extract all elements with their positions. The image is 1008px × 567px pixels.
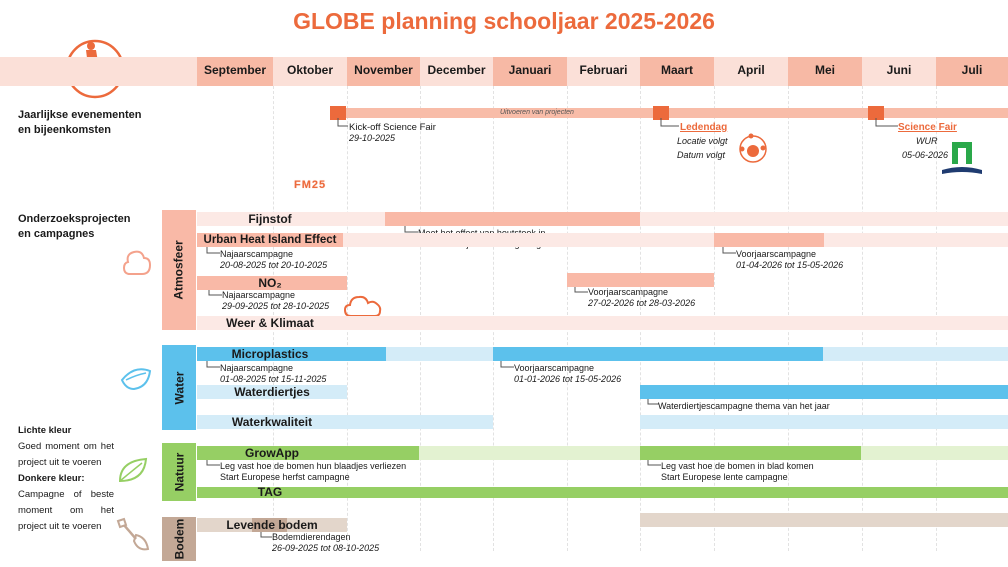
month-september: September — [197, 57, 273, 86]
section-projects-label: Onderzoeksprojecten en campagnes — [18, 213, 131, 240]
page-title: GLOBE planning schooljaar 2025-2026 — [293, 8, 715, 34]
fm-logo-text: FM25 — [294, 179, 327, 191]
growapp-title: GrowApp — [245, 446, 299, 460]
waterdiertjes-title: Waterdiertjes — [234, 385, 310, 399]
month-november: November — [347, 57, 420, 86]
month-mei: Mei — [788, 57, 862, 86]
header-spacer — [0, 57, 197, 86]
category-water-label: Water — [172, 371, 186, 404]
kickoff-title: Kick-off Science Fair — [349, 122, 436, 133]
uhi-voorjaar-label: Voorjaarscampagne — [736, 249, 817, 259]
ledendag-link[interactable]: Ledendag — [680, 122, 728, 133]
month-december: December — [420, 57, 493, 86]
category-natuur — [162, 443, 196, 501]
sciencefair-connector — [874, 118, 900, 130]
uhi-voorjaar-bar — [714, 233, 824, 247]
micro-najaar-label: Najaarscampagne — [220, 363, 294, 373]
bodem-dates: 26-09-2025 tot 08-10-2025 — [272, 543, 380, 553]
waterdiertjes-dark-bar — [640, 385, 1008, 399]
shovel-soil-icon — [112, 515, 154, 557]
sciencefair-location: WUR — [916, 136, 938, 146]
bodem-label: Bodemdierendagen — [272, 532, 351, 542]
cloud-atmosphere-icon — [120, 246, 152, 278]
uhi-voorjaar-dates: 01-04-2026 tot 15-05-2026 — [736, 260, 844, 270]
uhi-najaar-dates: 20-08-2025 tot 20-10-2025 — [220, 260, 328, 270]
waterkwaliteit-title: Waterkwaliteit — [231, 415, 313, 429]
waterkwaliteit-light-bar-2 — [640, 415, 1008, 429]
category-bodem — [162, 517, 196, 561]
legend-light-title: Lichte kleur — [18, 425, 72, 436]
kickoff-connector — [336, 118, 350, 130]
category-water — [162, 345, 196, 430]
ledendag-logo-icon — [735, 132, 771, 164]
month-januari: Januari — [493, 57, 567, 86]
fijnstof-title: Fijnstof — [248, 212, 292, 226]
month-februari: Februari — [567, 57, 640, 86]
month-maart: Maart — [640, 57, 714, 86]
legend — [18, 423, 114, 535]
water-drop-icon — [118, 365, 154, 395]
month-oktober: Oktober — [273, 57, 347, 86]
bodem-title: Levende bodem — [226, 518, 318, 532]
uhi-title: Urban Heat Island Effect — [203, 234, 337, 246]
legend-light-text: Goed moment om het project uit te voeren — [18, 441, 114, 468]
sciencefair-link[interactable]: Science Fair — [898, 122, 957, 133]
kickoff-date: 29-10-2025 — [349, 133, 396, 143]
ledendag-date: Datum volgt — [677, 150, 726, 160]
micro-title: Microplastics — [231, 347, 309, 361]
no2-najaar-dates: 29-09-2025 tot 28-10-2025 — [222, 301, 330, 311]
month-april: April — [714, 57, 788, 86]
uhi-najaar-label: Najaarscampagne — [220, 249, 294, 259]
projects-execution-band — [330, 108, 1008, 118]
no2-title: NO₂ — [258, 276, 282, 290]
month-juni: Juni — [862, 57, 936, 86]
sciencefair-date: 05-06-2026 — [902, 150, 949, 160]
no2-voorjaar-bar — [567, 273, 714, 287]
no2-voorjaar-dates: 27-02-2026 tot 28-03-2026 — [588, 298, 696, 308]
execution-band-label: Uitvoeren van projecten — [500, 109, 574, 116]
growapp-lente-label: Leg vast hoe de bomen in blad komen — [661, 461, 814, 471]
category-atmosfeer-label: Atmosfeer — [172, 240, 187, 300]
growapp-herfst-note: Start Europese herfst campagne — [220, 472, 350, 482]
month-juli: Juli — [936, 57, 1008, 86]
category-bodem-label: Bodem — [172, 518, 187, 560]
micro-voorjaar-label: Voorjaarscampagne — [514, 363, 595, 373]
waterdiertjes-note: Waterdiertjescampagne thema van het jaar — [658, 401, 830, 411]
legend-dark-title: Donkere kleur: — [18, 473, 85, 484]
month-header — [0, 57, 1008, 86]
category-atmosfeer — [162, 210, 196, 330]
category-natuur-label: Natuur — [172, 452, 187, 492]
growapp-lente-bar — [640, 446, 861, 460]
ledendag-location: Locatie volgt — [677, 136, 728, 146]
wur-logo-icon — [940, 140, 984, 178]
weer-title: Weer & Klimaat — [226, 316, 314, 330]
no2-najaar-label: Najaarscampagne — [222, 290, 296, 300]
tag-title: TAG — [257, 485, 283, 499]
legend-dark-text: Campagne of beste moment om het project uit te voeren — [18, 489, 114, 532]
micro-voorjaar-bar — [493, 347, 823, 361]
micro-najaar-dates: 01-08-2025 tot 15-11-2025 — [220, 374, 327, 384]
growapp-lente-note: Start Europese lente campagne — [661, 472, 788, 482]
section-events-label: Jaarlijkse evenementen en bijeenkomsten — [18, 109, 142, 136]
no2-voorjaar-label: Voorjaarscampagne — [588, 287, 669, 297]
ledendag-connector — [659, 118, 681, 130]
bodem-spring-bar — [640, 513, 1008, 527]
growapp-herfst-label: Leg vast hoe de bomen hun blaadjes verliezen — [220, 461, 407, 471]
fijnstof-dark-bar — [385, 212, 640, 226]
micro-voorjaar-dates: 01-01-2026 tot 15-05-2026 — [514, 374, 622, 384]
leaf-nature-icon — [116, 455, 150, 485]
